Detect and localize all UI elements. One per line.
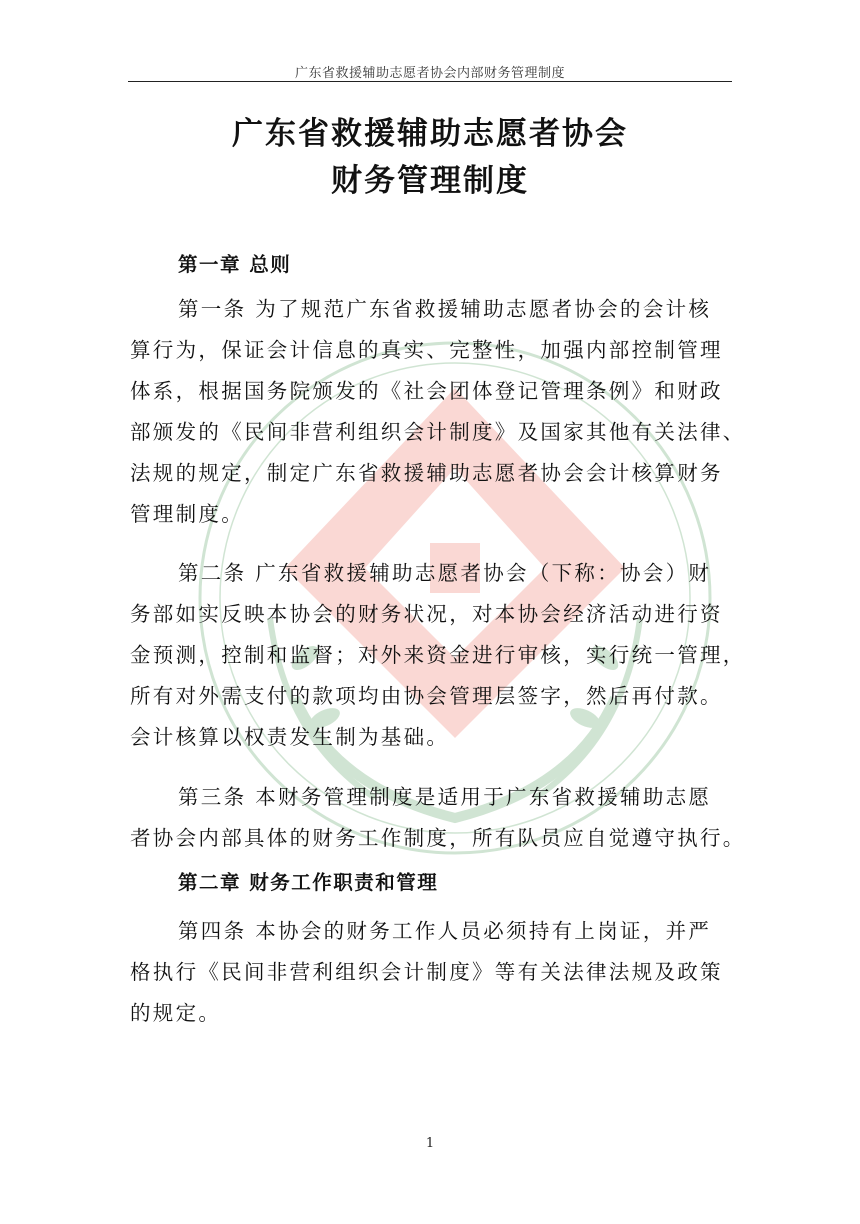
body-line: 算行为，保证会计信息的真实、完整性，加强内部控制管理	[130, 338, 723, 362]
running-header: 广东省救援辅助志愿者协会内部财务管理制度	[294, 66, 565, 81]
body-line: 管理制度。	[130, 502, 244, 526]
body-line: 所有对外需支付的款项均由协会管理层签字，然后再付款。	[130, 684, 723, 708]
document-title-line-2: 财务管理制度	[331, 163, 529, 199]
document-title-line-1: 广东省救援辅助志愿者协会	[232, 116, 628, 152]
body-line: 部颁发的《民间非营利组织会计制度》及国家其他有关法律、	[130, 420, 746, 444]
body-line: 者协会内部具体的财务工作制度，所有队员应自觉遵守执行。	[130, 826, 746, 850]
body-line: 第一条 为了规范广东省救援辅助志愿者协会的会计核	[178, 297, 712, 321]
body-line: 的规定。	[130, 1001, 222, 1025]
chapter-heading: 第一章 总则	[178, 253, 292, 276]
body-line: 务部如实反映本协会的财务状况，对本协会经济活动进行资	[130, 602, 723, 626]
body-line: 体系，根据国务院颁发的《社会团体登记管理条例》和财政	[130, 379, 723, 403]
header-rule	[128, 81, 732, 82]
body-line: 法规的规定，制定广东省救援辅助志愿者协会会计核算财务	[130, 461, 723, 485]
body-line: 第四条 本协会的财务工作人员必须持有上岗证，并严	[178, 919, 712, 943]
page-number: 1	[425, 1136, 435, 1151]
body-line: 第二条 广东省救援辅助志愿者协会（下称：协会）财	[178, 561, 712, 585]
body-line: 金预测，控制和监督；对外来资金进行审核，实行统一管理，	[130, 643, 746, 667]
body-line: 第三条 本财务管理制度是适用于广东省救援辅助志愿	[178, 785, 712, 809]
body-line: 会计核算以权责发生制为基础。	[130, 725, 450, 749]
body-line: 格执行《民间非营利组织会计制度》等有关法律法规及政策	[130, 960, 723, 984]
chapter-heading: 第二章 财务工作职责和管理	[178, 871, 439, 894]
